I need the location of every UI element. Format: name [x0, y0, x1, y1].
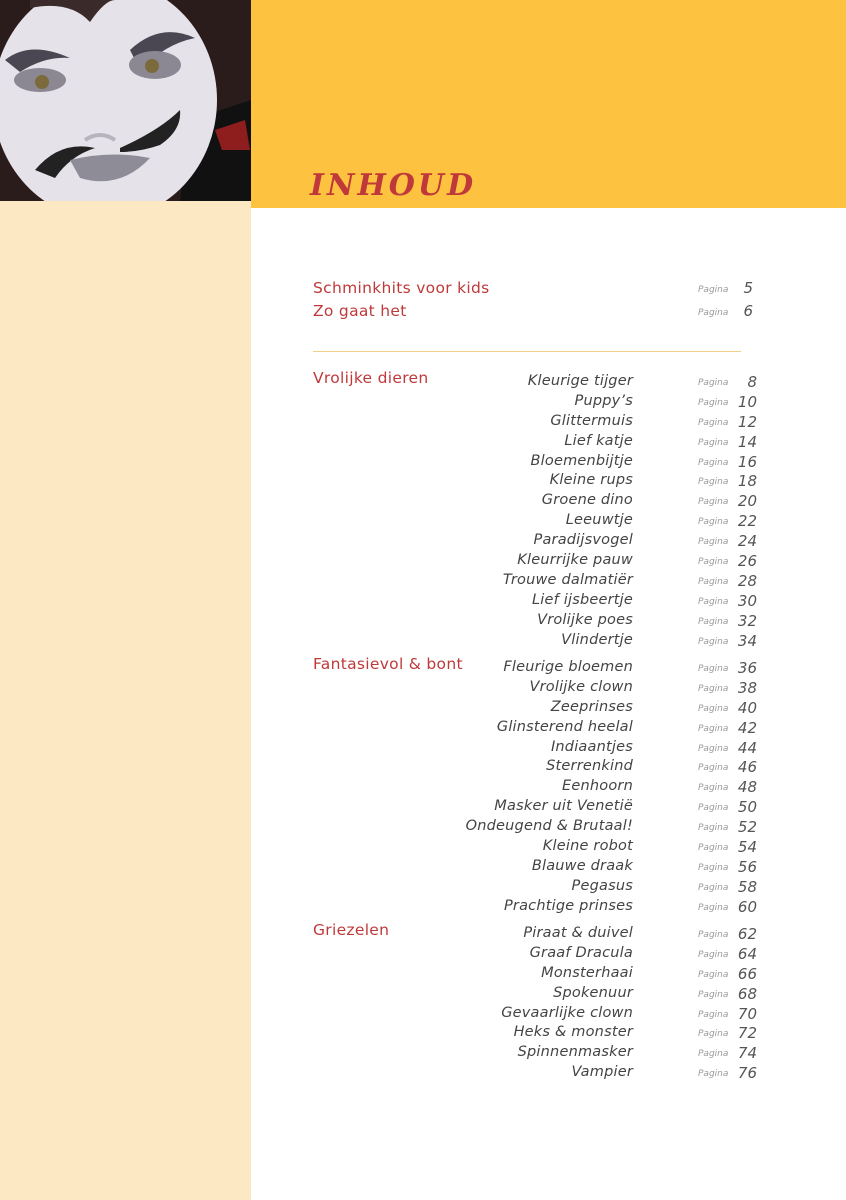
page-word: Pagina	[698, 1049, 729, 1060]
page-word: Pagina	[698, 902, 729, 913]
toc-entry	[313, 532, 763, 552]
vampire-face-photo	[0, 0, 251, 201]
page-word: Pagina	[698, 743, 729, 754]
toc-entry-title: Kleine rups	[549, 472, 633, 489]
section-vrolijke-dieren	[313, 369, 763, 651]
page-word: Pagina	[698, 783, 729, 794]
page-number: 68	[737, 984, 757, 1003]
toc-entry-title: Blauwe draak	[531, 857, 633, 874]
page-word: Pagina	[698, 862, 729, 873]
toc-entry	[313, 492, 763, 512]
toc-entry	[313, 632, 763, 652]
page-number: 12	[737, 412, 757, 431]
toc-entry	[313, 659, 763, 679]
page-number: 30	[737, 591, 757, 610]
page-word: Pagina	[698, 457, 729, 468]
page-word: Pagina	[698, 683, 729, 694]
page-word: Pagina	[698, 949, 729, 960]
toc-entry	[313, 838, 763, 858]
toc-entry	[313, 1005, 763, 1025]
toc-entry-title: Bloemenbijtje	[530, 452, 633, 469]
toc-entry-title: Lief katje	[564, 432, 633, 449]
toc-entry-label: Zo gaat het	[313, 302, 407, 320]
page-number: 74	[737, 1044, 757, 1063]
page-number: 76	[737, 1064, 757, 1083]
toc-entry	[313, 699, 763, 719]
toc-entry	[313, 798, 763, 818]
toc-entry	[313, 302, 763, 325]
toc-entry-title: Monsterhaai	[541, 964, 633, 981]
page-number: 10	[737, 392, 757, 411]
page-number: 22	[737, 512, 757, 531]
toc-entry-title: Eenhoorn	[562, 778, 633, 795]
page-word: Pagina	[698, 477, 729, 488]
toc-entry-title: Heks & monster	[513, 1024, 633, 1041]
page-number: 34	[737, 631, 757, 650]
toc-entry	[313, 719, 763, 739]
toc-entry	[313, 1024, 763, 1044]
toc-entry-title: Lief ijsbeertje	[532, 591, 633, 608]
toc-entry	[313, 858, 763, 878]
intro-list	[313, 279, 763, 325]
page-number: 40	[737, 698, 757, 717]
page-word: Pagina	[698, 497, 729, 508]
page-number: 58	[737, 877, 757, 896]
page-word: Pagina	[698, 636, 729, 647]
toc-entry-title: Masker uit Venetië	[494, 798, 633, 815]
toc-entry	[313, 453, 763, 473]
toc-entry-title: Sterrenkind	[546, 758, 633, 775]
toc-entry	[313, 512, 763, 532]
toc-entry-title: Trouwe dalmatiër	[502, 571, 633, 588]
page-word: Pagina	[698, 969, 729, 980]
toc-entry-title: Glittermuis	[550, 412, 633, 429]
toc-entry	[313, 612, 763, 632]
toc-entry-title: Pegasus	[571, 877, 633, 894]
page-word: Pagina	[698, 285, 729, 295]
toc-entry-title: Graaf Dracula	[529, 944, 633, 961]
page-number: 24	[737, 532, 757, 551]
page-number: 28	[737, 571, 757, 590]
section-title: Fantasievol & bont	[313, 655, 463, 673]
page-word: Pagina	[698, 882, 729, 893]
toc-entry	[313, 1064, 763, 1084]
toc-entry-title: Gevaarlijke clown	[501, 1004, 633, 1021]
toc-entry-title: Glinsterend heelal	[496, 718, 633, 735]
toc-entry-title: Spokenuur	[553, 984, 633, 1001]
toc-entry-title: Leeuwtje	[565, 512, 633, 529]
section-title: Vrolijke dieren	[313, 369, 429, 387]
page-number: 50	[737, 798, 757, 817]
page-number: 64	[737, 944, 757, 963]
toc-entry	[313, 739, 763, 759]
page-number: 62	[737, 925, 757, 943]
section-divider	[313, 351, 741, 352]
toc-entry	[313, 758, 763, 778]
page-number: 72	[737, 1024, 757, 1043]
toc-entry-title: Ondeugend & Brutaal!	[465, 818, 633, 835]
section-title: Griezelen	[313, 921, 390, 939]
page-word: Pagina	[698, 930, 729, 940]
page-number: 5	[743, 279, 753, 297]
page-word: Pagina	[698, 843, 729, 854]
page-word: Pagina	[698, 703, 729, 714]
toc-entry-title: Groene dino	[541, 492, 633, 509]
toc-entry-title: Vampier	[571, 1064, 633, 1081]
page-word: Pagina	[698, 437, 729, 448]
toc-entry	[313, 472, 763, 492]
toc-entry	[313, 898, 763, 918]
toc-entry	[313, 778, 763, 798]
page-word: Pagina	[698, 763, 729, 774]
page-word: Pagina	[698, 576, 729, 587]
page-word: Pagina	[698, 417, 729, 428]
side-color-strip	[0, 201, 251, 1200]
page-word: Pagina	[698, 397, 729, 408]
toc-entry-title: Vlindertje	[561, 631, 633, 648]
toc-entry	[313, 679, 763, 699]
page-word: Pagina	[698, 803, 729, 814]
toc-entry	[313, 433, 763, 453]
page-word: Pagina	[698, 308, 729, 318]
page-word: Pagina	[698, 1069, 729, 1080]
toc-entry-title: Indiaantjes	[550, 738, 633, 755]
toc-entry	[313, 373, 763, 393]
toc-entry-title: Fleurige bloemen	[503, 659, 633, 675]
toc-entry-title: Vrolijke clown	[529, 678, 633, 695]
toc-entry-title: Kleurige tijger	[527, 373, 633, 389]
page-number: 38	[737, 678, 757, 697]
toc-entry-title: Puppy’s	[574, 392, 633, 409]
page-number: 52	[737, 818, 757, 837]
page-word: Pagina	[698, 616, 729, 627]
toc-entry-label: Schminkhits voor kids	[313, 279, 490, 297]
page-number: 60	[737, 897, 757, 916]
page-word: Pagina	[698, 378, 729, 388]
toc-entry	[313, 945, 763, 965]
page-number: 16	[737, 452, 757, 471]
toc-entry-title: Zeeprinses	[550, 698, 633, 715]
page-word: Pagina	[698, 1029, 729, 1040]
page-number: 14	[737, 432, 757, 451]
page-number: 54	[737, 838, 757, 857]
toc-entry	[313, 965, 763, 985]
toc-entry	[313, 413, 763, 433]
page-number: 56	[737, 857, 757, 876]
page-word: Pagina	[698, 1009, 729, 1020]
page-title: INHOUD	[310, 168, 477, 203]
page-number: 6	[743, 302, 753, 320]
page-word: Pagina	[698, 557, 729, 568]
page-number: 42	[737, 718, 757, 737]
toc-entry	[313, 592, 763, 612]
toc-entry	[313, 818, 763, 838]
page-number: 18	[737, 472, 757, 491]
page-word: Pagina	[698, 823, 729, 834]
toc-entry-title: Kleine robot	[542, 838, 633, 855]
page-number: 32	[737, 611, 757, 630]
page-number: 44	[737, 738, 757, 757]
toc-entry	[313, 925, 763, 945]
toc-entry-title: Prachtige prinses	[503, 897, 633, 914]
toc-entry	[313, 552, 763, 572]
toc-entry-title: Paradijsvogel	[533, 532, 633, 549]
page-word: Pagina	[698, 596, 729, 607]
section-griezelen	[313, 921, 763, 1084]
toc-entry	[313, 279, 763, 302]
page-number: 8	[747, 373, 757, 391]
toc-entry-title: Spinnenmasker	[517, 1044, 633, 1061]
toc-entry-title: Vrolijke poes	[537, 611, 633, 628]
toc-entry	[313, 985, 763, 1005]
section-fantasievol-bont	[313, 655, 763, 918]
toc-entry	[313, 393, 763, 413]
page-number: 48	[737, 778, 757, 797]
page-word: Pagina	[698, 537, 729, 548]
toc-entry	[313, 878, 763, 898]
toc-entry	[313, 572, 763, 592]
page-number: 70	[737, 1004, 757, 1023]
page-number: 26	[737, 552, 757, 571]
page-word: Pagina	[698, 989, 729, 1000]
page-word: Pagina	[698, 664, 729, 674]
toc-entry-title: Kleurrijke pauw	[517, 552, 633, 569]
page-number: 46	[737, 758, 757, 777]
page-number: 36	[737, 659, 757, 677]
page-number: 66	[737, 964, 757, 983]
toc-entry	[313, 1044, 763, 1064]
page-word: Pagina	[698, 723, 729, 734]
page-word: Pagina	[698, 517, 729, 528]
toc-entry-title: Piraat & duivel	[523, 925, 633, 941]
page-number: 20	[737, 492, 757, 511]
